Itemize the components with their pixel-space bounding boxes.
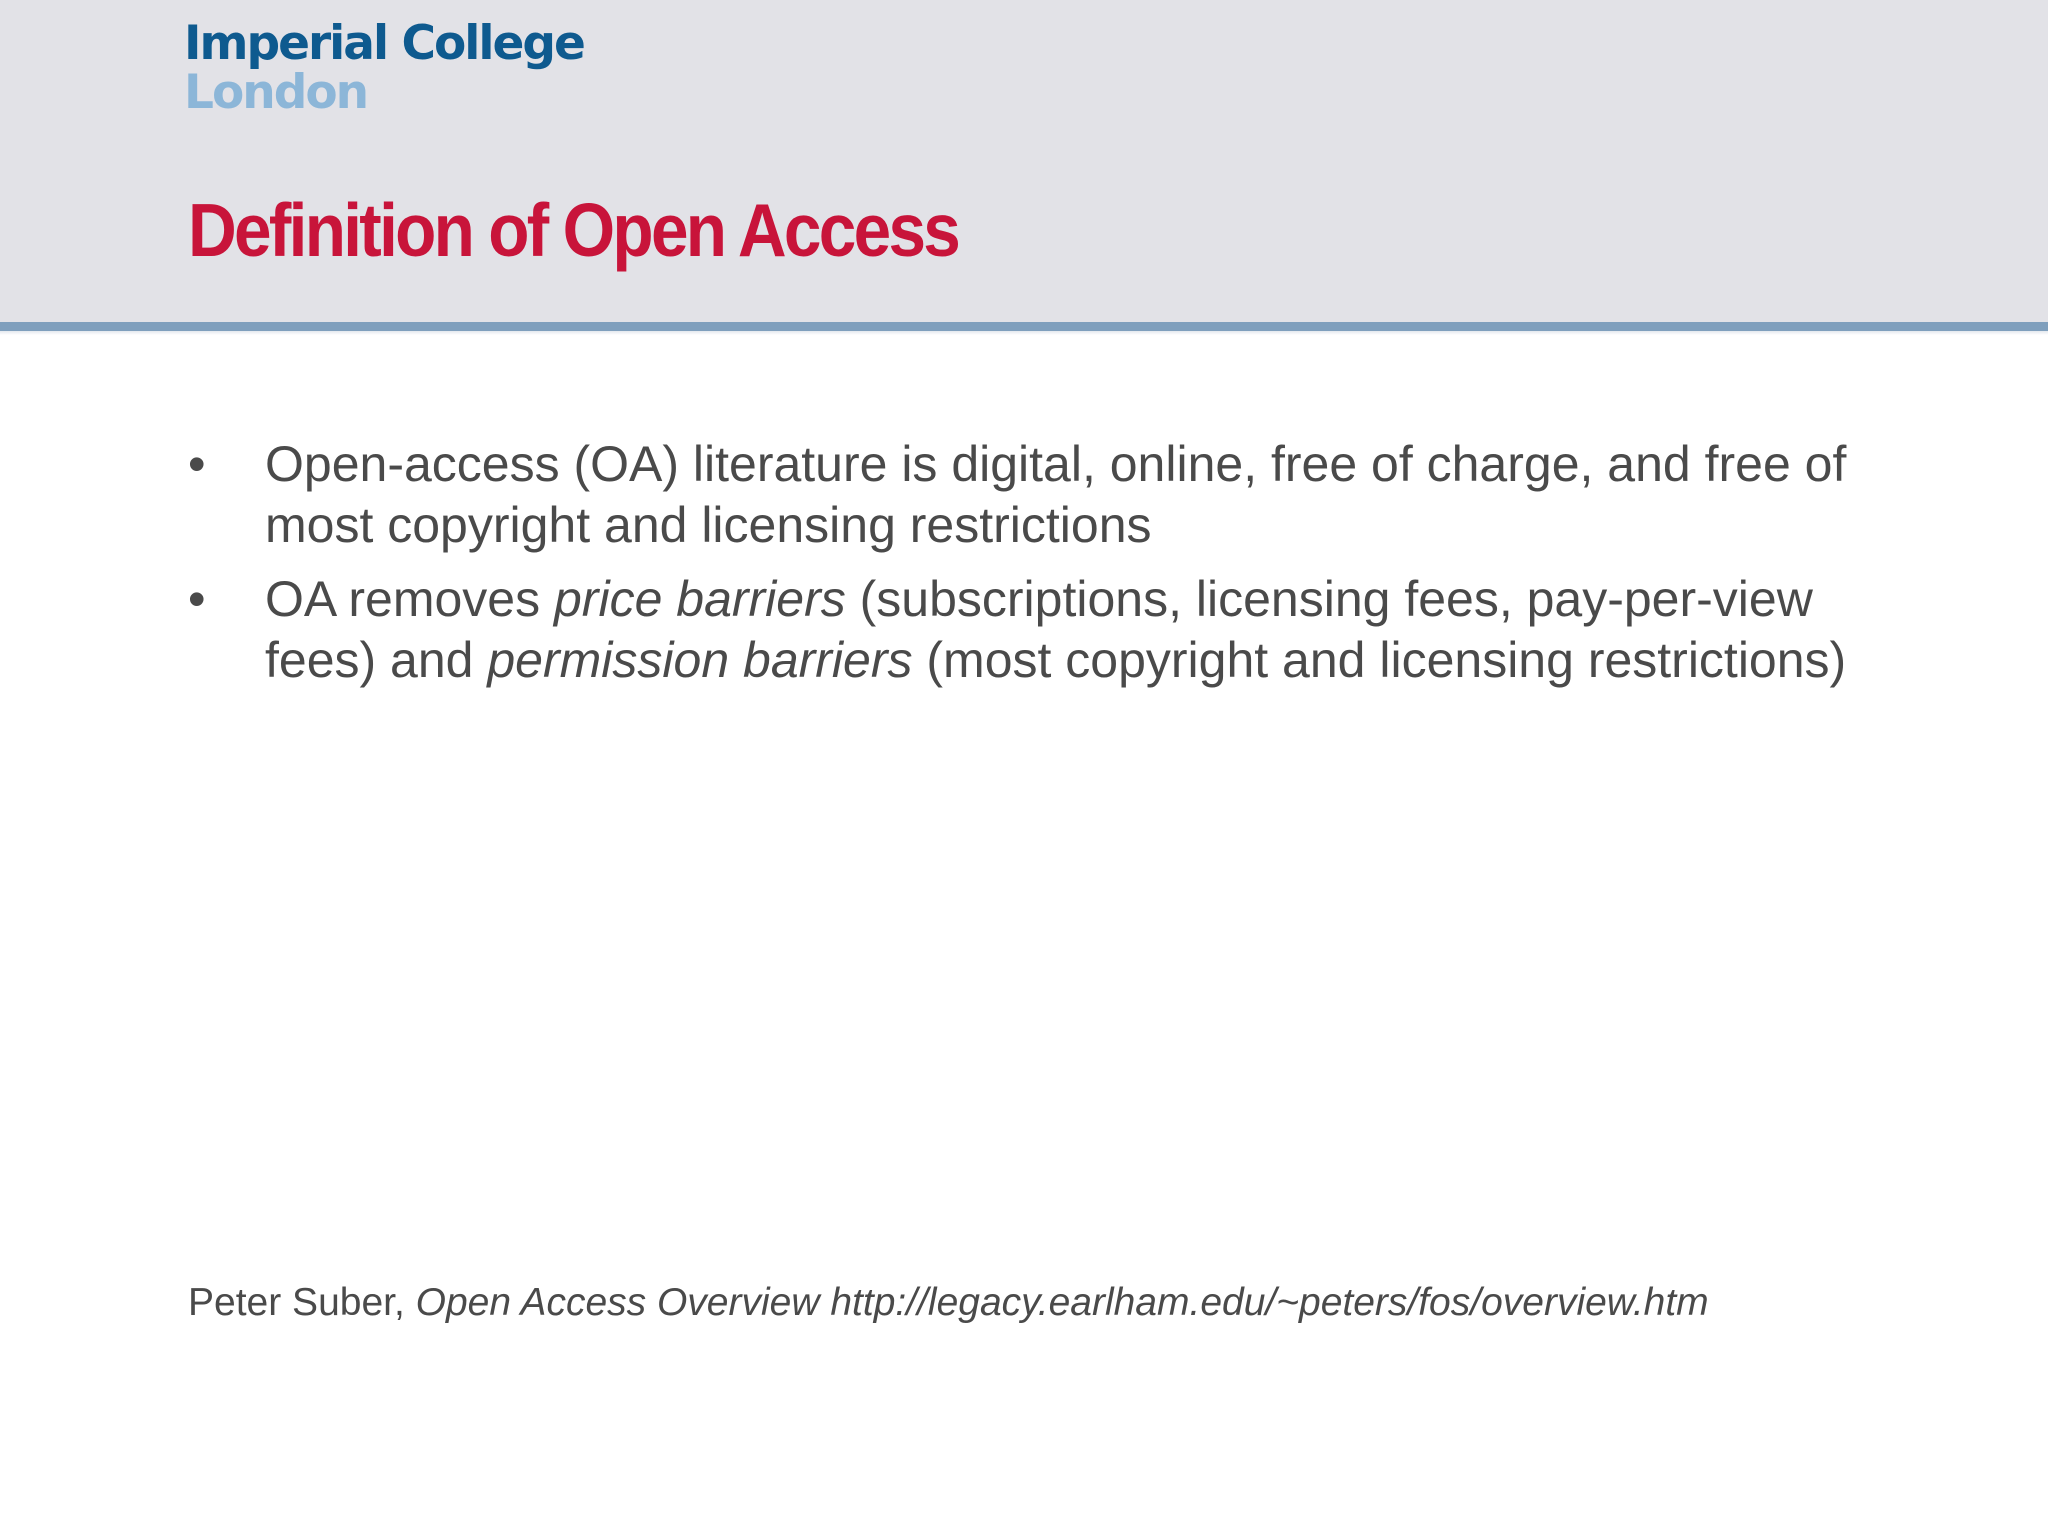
logo-line-2: London xyxy=(184,65,368,120)
slide-title: Definition of Open Access xyxy=(188,188,959,272)
bullet-text-part-3: (most copyright and licensing restrictions) xyxy=(912,632,1847,688)
citation-author: Peter Suber, xyxy=(188,1281,416,1324)
citation-title: Open Access Overview xyxy=(415,1281,820,1324)
bullet-marker: • xyxy=(188,436,206,492)
bullet-text-part-2: (subscriptions, licensing fees, pay-per-view fees) and xyxy=(265,571,1813,688)
bullet-list xyxy=(188,434,1888,704)
citation-url: http://legacy.earlham.edu/~peters/fos/overview.htm xyxy=(819,1281,1709,1324)
bullet-text: Open-access (OA) literature is digital, online, free of charge, and free of most copyright and licensing restrictions xyxy=(265,436,1847,553)
bullet-emphasis-permission-barriers: permission barriers xyxy=(487,632,913,688)
bullet-emphasis-price-barriers: price barriers xyxy=(554,571,846,627)
bullet-marker: • xyxy=(188,571,206,627)
bullet-item-definition xyxy=(188,434,1888,556)
header-shadow xyxy=(0,331,2048,335)
bullet-item-barriers xyxy=(188,569,1888,691)
logo-line-1: Imperial College xyxy=(184,16,584,71)
citation xyxy=(188,1281,1709,1325)
imperial-college-logo xyxy=(184,16,584,120)
bullet-text-part-1: OA removes xyxy=(265,571,554,627)
header-divider xyxy=(0,322,2048,331)
